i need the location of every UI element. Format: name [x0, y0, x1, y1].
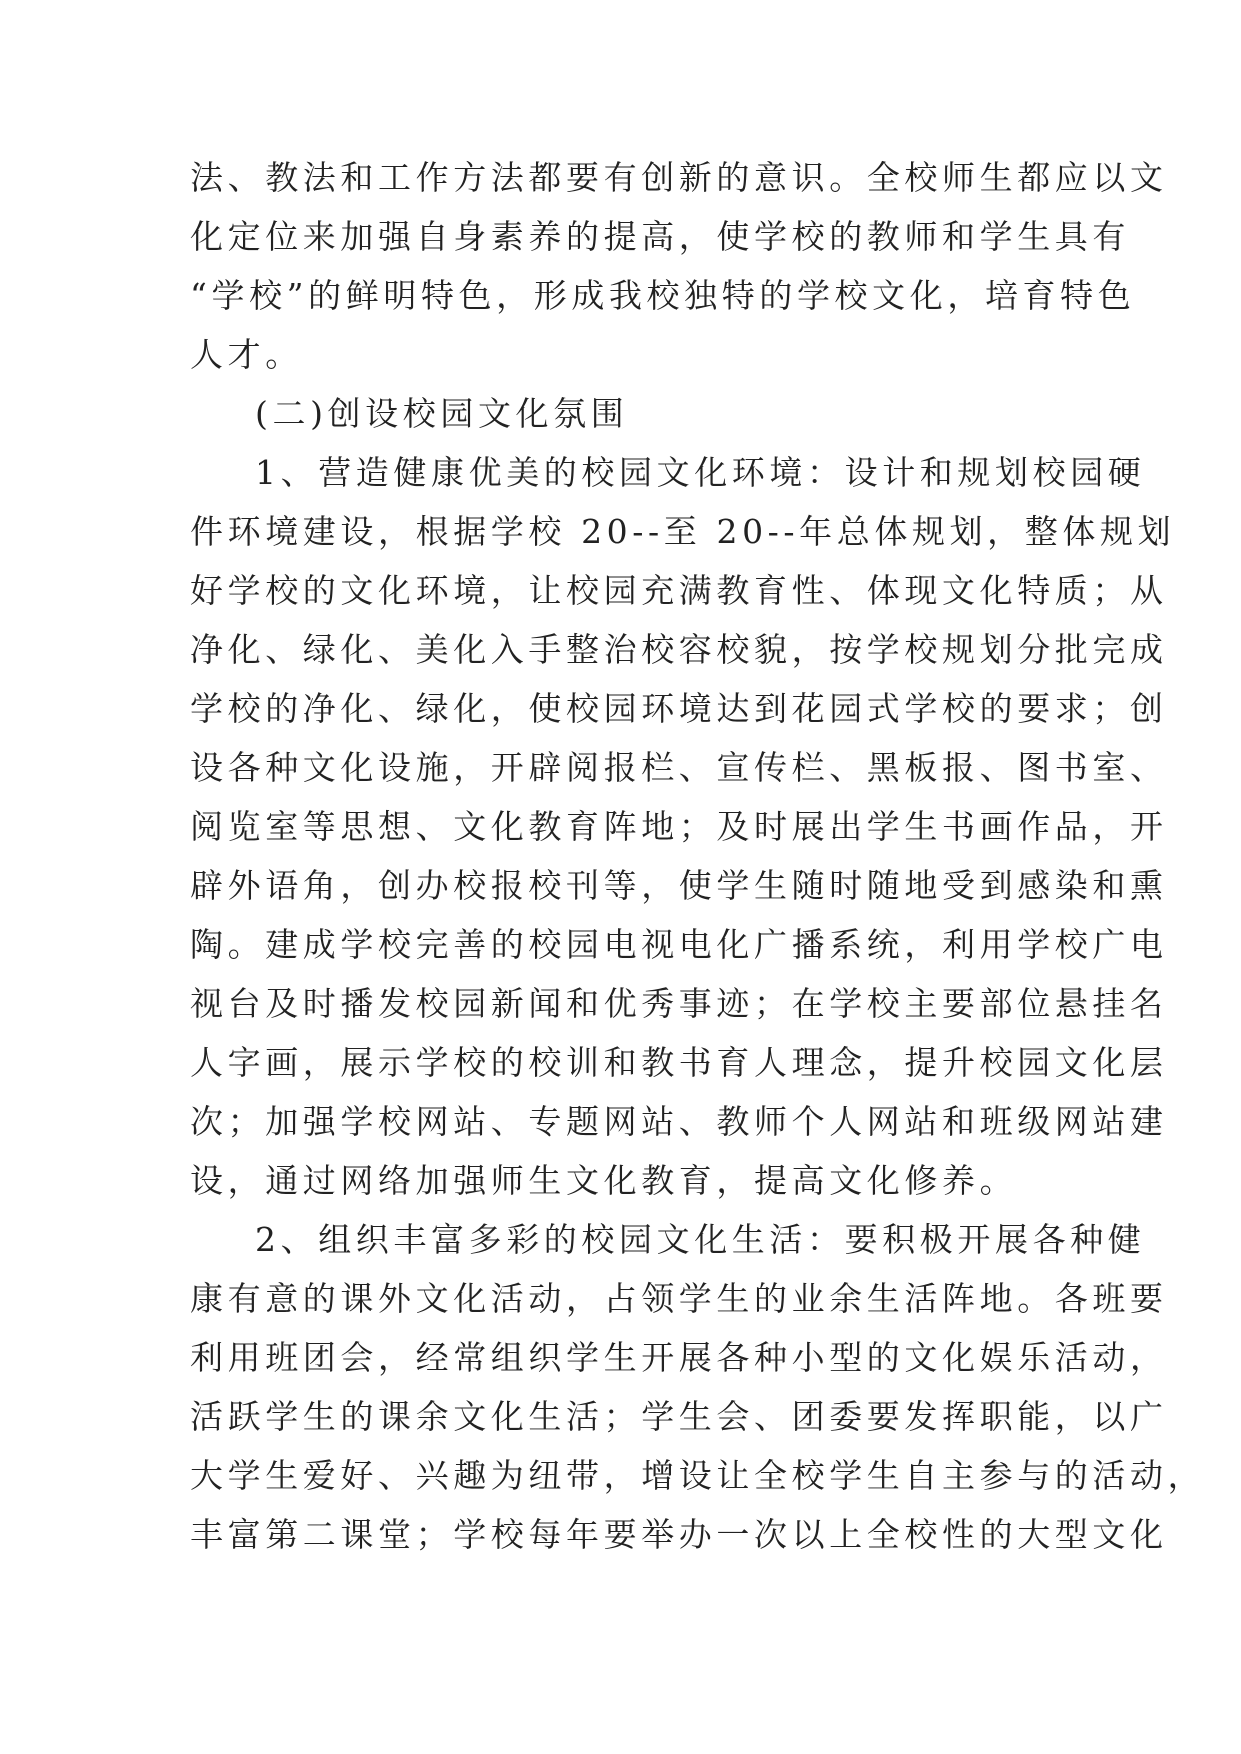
text-line: 辟外语角，创办校报校刊等，使学生随时随地受到感染和熏	[190, 866, 1168, 905]
text-line: 次；加强学校网站、专题网站、教师个人网站和班级网站建	[190, 1102, 1168, 1141]
text-line: 1、营造健康优美的校园文化环境：设计和规划校园硬	[255, 453, 1146, 492]
text-line: 化定位来加强自身素养的提高，使学校的教师和学生具有	[190, 217, 1130, 256]
text-line: 人字画，展示学校的校训和教书育人理念，提升校园文化层	[190, 1043, 1168, 1082]
text-line: 净化、绿化、美化入手整治校容校貌，按学校规划分批完成	[190, 630, 1168, 669]
text-line: 丰富第二课堂；学校每年要举办一次以上全校性的大型文化	[190, 1515, 1168, 1554]
text-line: 法、教法和工作方法都要有创新的意识。全校师生都应以文	[190, 158, 1168, 197]
text-line: 件环境建设，根据学校 20--至 20--年总体规划，整体规划	[190, 512, 1176, 551]
body-text	[190, 148, 1206, 1564]
text-line: 陶。建成学校完善的校园电视电化广播系统，利用学校广电	[190, 925, 1168, 964]
text-line: 2、组织丰富多彩的校园文化生活：要积极开展各种健	[255, 1220, 1146, 1259]
text-line: “学校”的鲜明特色，形成我校独特的学校文化，培育特色	[190, 276, 1136, 315]
text-line: 活跃学生的课余文化生活；学生会、团委要发挥职能，以广	[190, 1397, 1168, 1436]
text-line: 设各种文化设施，开辟阅报栏、宣传栏、黑板报、图书室、	[190, 748, 1168, 787]
text-line: 好学校的文化环境，让校园充满教育性、体现文化特质；从	[190, 571, 1168, 610]
text-line: 大学生爱好、兴趣为纽带，增设让全校学生自主参与的活动，	[190, 1456, 1206, 1495]
text-line: 学校的净化、绿化，使校园环境达到花园式学校的要求；创	[190, 689, 1168, 728]
text-line: 康有意的课外文化活动，占领学生的业余生活阵地。各班要	[190, 1279, 1168, 1318]
text-line: 设，通过网络加强师生文化教育，提高文化修养。	[190, 1161, 1018, 1200]
text-line: 阅览室等思想、文化教育阵地；及时展出学生书画作品，开	[190, 807, 1168, 846]
section-heading: (二)创设校园文化氛围	[255, 394, 629, 433]
text-line: 视台及时播发校园新闻和优秀事迹；在学校主要部位悬挂名	[190, 984, 1168, 1023]
text-line: 人才。	[190, 335, 303, 374]
text-line: 利用班团会，经常组织学生开展各种小型的文化娱乐活动，	[190, 1338, 1168, 1377]
